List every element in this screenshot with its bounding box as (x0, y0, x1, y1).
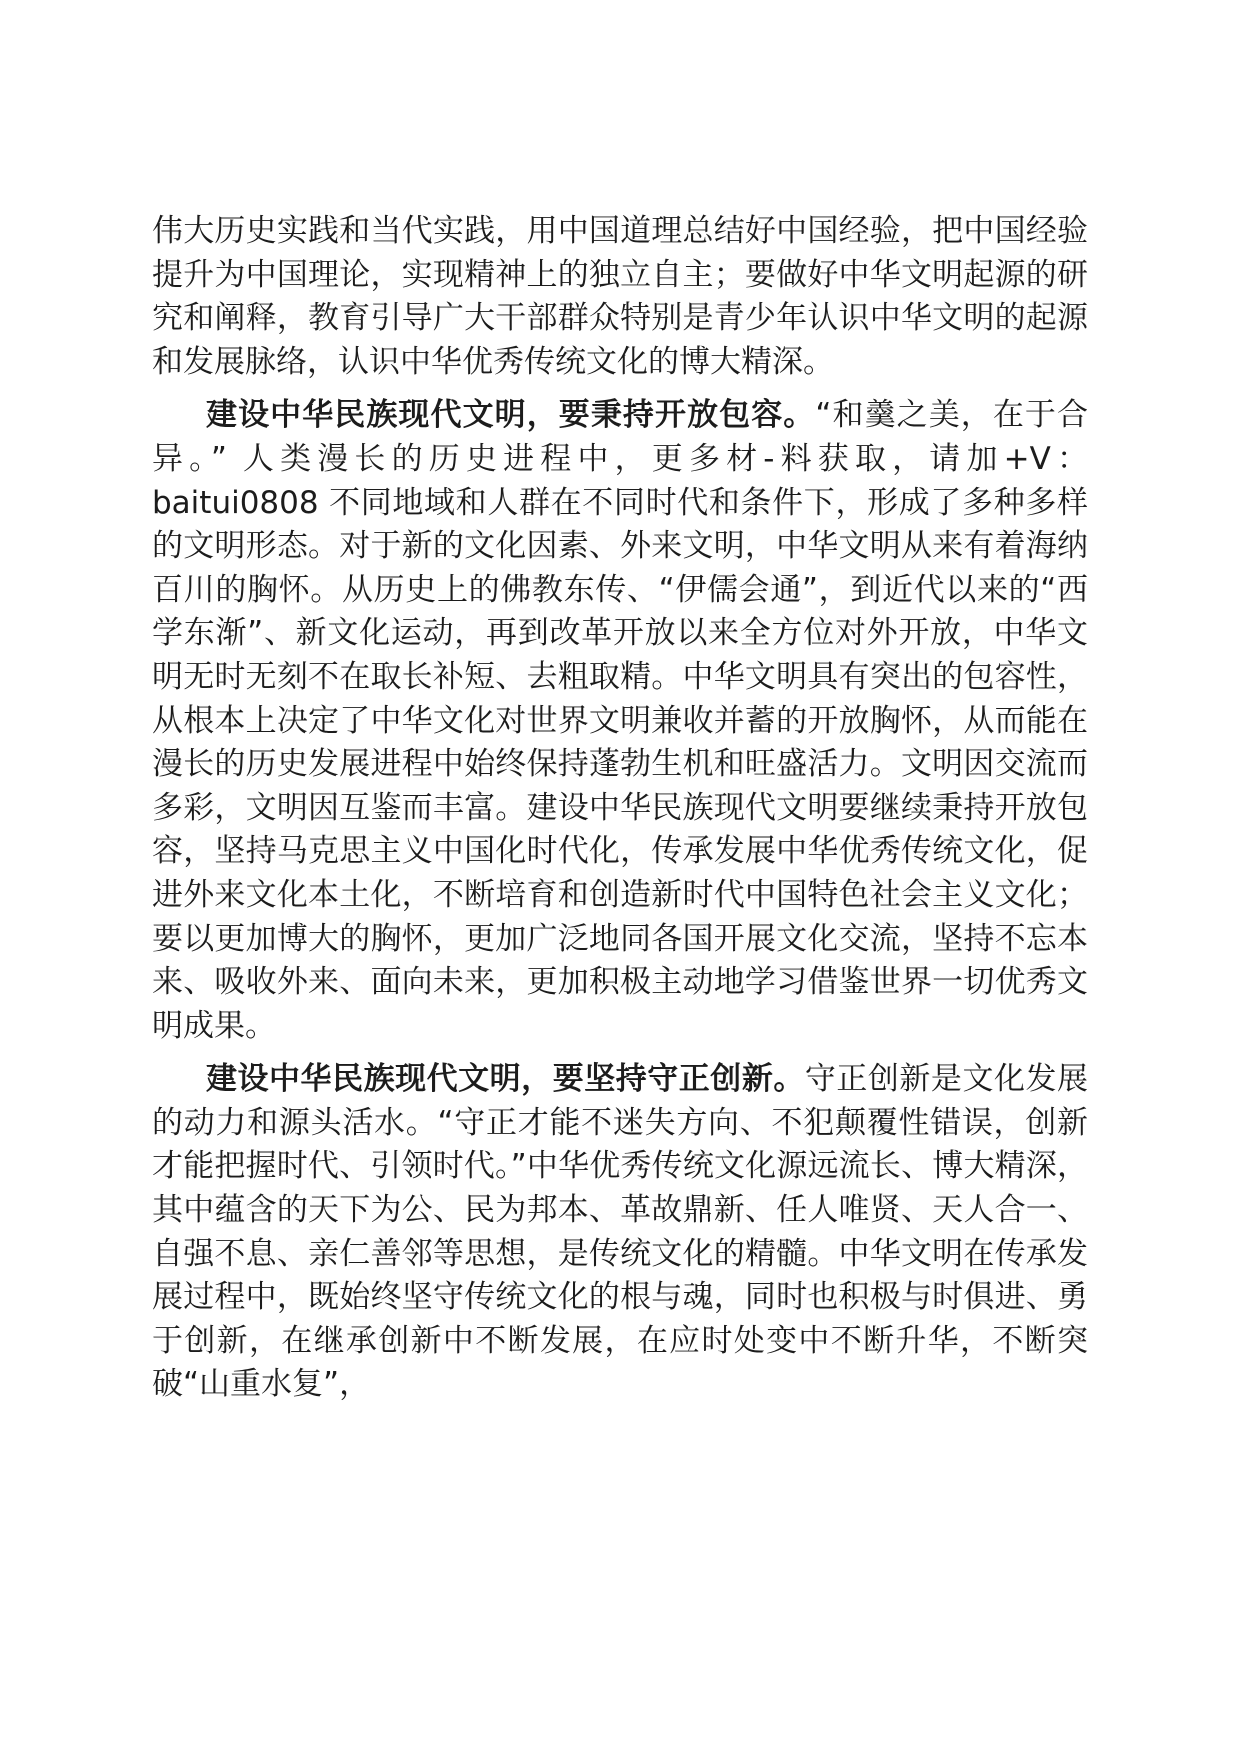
paragraph-1-text: 伟大历史实践和当代实践，用中国道理总结好中国经验，把中国经验提升为中国理论，实现精神上的独立自主；要做好中华文明起源的研究和阐释，教育引导广大干部群众特别是青少年认识中华文明的起源和发展脉络，认识中华优秀传统文化的博大精深。 (152, 213, 1088, 380)
paragraph-3 (152, 1058, 1088, 1407)
paragraph-3-lead: 建设中华民族现代文明，要坚持守正创新。 (206, 1061, 805, 1098)
paragraph-1 (152, 210, 1088, 384)
paragraph-3-text: 守正创新是文化发展的动力和源头活水。“守正才能不迷失方向、不犯颠覆性错误，创新才能把握时代、引领时代。”中华优秀传统文化源远流长、博大精深，其中蕴含的天下为公、民为邦本、革故鼎新、任人唯贤、天人合一、自强不息、亲仁善邻等思想，是传统文化的精髓。中华文明在传承发展过程中，既始终坚守传统文化的根与魂，同时也积极与时俱进、勇于创新，在继承创新中不断发展，在应时处变中不断升华，不断突破“山重水复”， (152, 1061, 1089, 1403)
paragraph-2-lead: 建设中华民族现代文明，要秉持开放包容。 (206, 397, 816, 434)
paragraph-2 (152, 394, 1088, 1048)
document-page (152, 210, 1088, 1417)
paragraph-2-text: “和羹之美，在于合异。” 人类漫长的历史进程中，更多材-料获取，请加+V：baitui0808 不同地域和人群在不同时代和条件下，形成了多种多样的文明形态。对于新的文化因素、外来文明，中华文明从来有着海纳百川的胸怀。从历史上的佛教东传、“伊儒会通”，到近代以来的“西学东渐”、新文化运动，再到改革开放以来全方位对外开放，中华文明无时无刻不在取长补短、去粗取精。中华文明具有突出的包容性，从根本上决定了中华文化对世界文明兼收并蓄的开放胸怀，从而能在漫长的历史发展进程中始终保持蓬勃生机和旺盛活力。文明因交流而多彩，文明因互鉴而丰富。建设中华民族现代文明要继续秉持开放包容，坚持马克思主义中国化时代化，传承发展中华优秀传统文化，促进外来文化本土化，不断培育和创造新时代中国特色社会主义文化；要以更加博大的胸怀，更加广泛地同各国开展文化交流，坚持不忘本来、吸收外来、面向未来，更加积极主动地学习借鉴世界一切优秀文明成果。 (152, 397, 1089, 1044)
